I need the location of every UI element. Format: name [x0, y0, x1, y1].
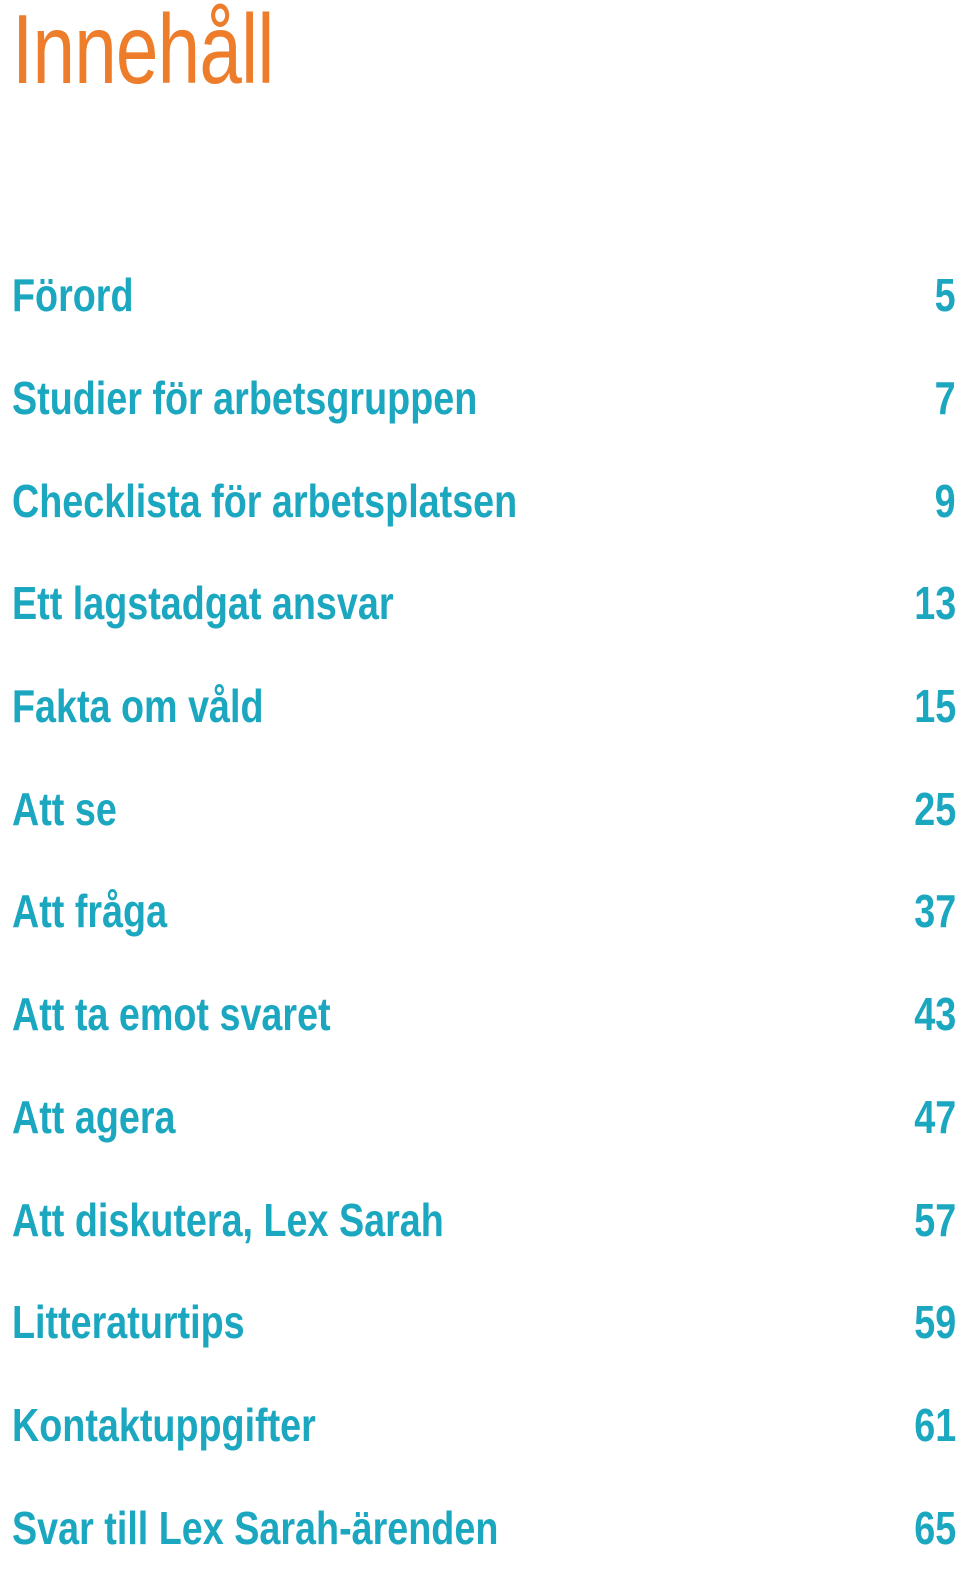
toc-entry-label: Att agera	[12, 1090, 176, 1143]
toc-entry-forord[interactable]	[12, 244, 956, 347]
toc-entry-page: 13	[914, 577, 956, 630]
toc-entry-studier[interactable]	[12, 347, 956, 450]
toc-entry-label: Att se	[12, 782, 117, 835]
toc-entry-label: Att ta emot svaret	[12, 988, 331, 1041]
toc-entry-page: 43	[914, 988, 956, 1041]
toc-entry-att-ta-emot-svaret[interactable]	[12, 963, 956, 1066]
toc-entry-label: Checklista för arbetsplatsen	[12, 474, 518, 527]
toc-entry-page: 15	[914, 680, 956, 733]
toc-entry-label: Fakta om våld	[12, 680, 264, 733]
toc-entry-page: 7	[935, 372, 956, 425]
toc-entry-label: Förord	[12, 269, 134, 322]
table-of-contents	[12, 244, 956, 1579]
page-title: Innehåll	[12, 0, 274, 104]
toc-entry-label: Att diskutera, Lex Sarah	[12, 1193, 444, 1246]
toc-entry-page: 59	[914, 1296, 956, 1349]
toc-entry-label: Ett lagstadgat ansvar	[12, 577, 394, 630]
toc-entry-page: 9	[935, 474, 956, 527]
toc-entry-page: 25	[914, 782, 956, 835]
toc-entry-fakta-om-vald[interactable]	[12, 655, 956, 758]
toc-entry-page: 47	[914, 1090, 956, 1143]
toc-entry-page: 57	[914, 1193, 956, 1246]
toc-entry-page: 65	[914, 1501, 956, 1554]
toc-entry-kontaktuppgifter[interactable]	[12, 1374, 956, 1477]
toc-entry-label: Svar till Lex Sarah-ärenden	[12, 1501, 499, 1554]
toc-entry-page: 37	[914, 885, 956, 938]
toc-entry-label: Studier för arbetsgruppen	[12, 372, 478, 425]
toc-entry-label: Litteraturtips	[12, 1296, 245, 1349]
toc-entry-att-agera[interactable]	[12, 1066, 956, 1169]
toc-entry-label: Att fråga	[12, 885, 168, 938]
toc-entry-svar-lex-sarah[interactable]	[12, 1476, 956, 1579]
toc-entry-label: Kontaktuppgifter	[12, 1398, 316, 1451]
toc-entry-page: 5	[935, 269, 956, 322]
toc-entry-litteraturtips[interactable]	[12, 1271, 956, 1374]
toc-entry-att-fraga[interactable]	[12, 860, 956, 963]
toc-entry-lagstadgat-ansvar[interactable]	[12, 552, 956, 655]
toc-entry-page: 61	[914, 1398, 956, 1451]
toc-entry-att-diskutera[interactable]	[12, 1168, 956, 1271]
toc-entry-checklista[interactable]	[12, 449, 956, 552]
toc-entry-att-se[interactable]	[12, 757, 956, 860]
